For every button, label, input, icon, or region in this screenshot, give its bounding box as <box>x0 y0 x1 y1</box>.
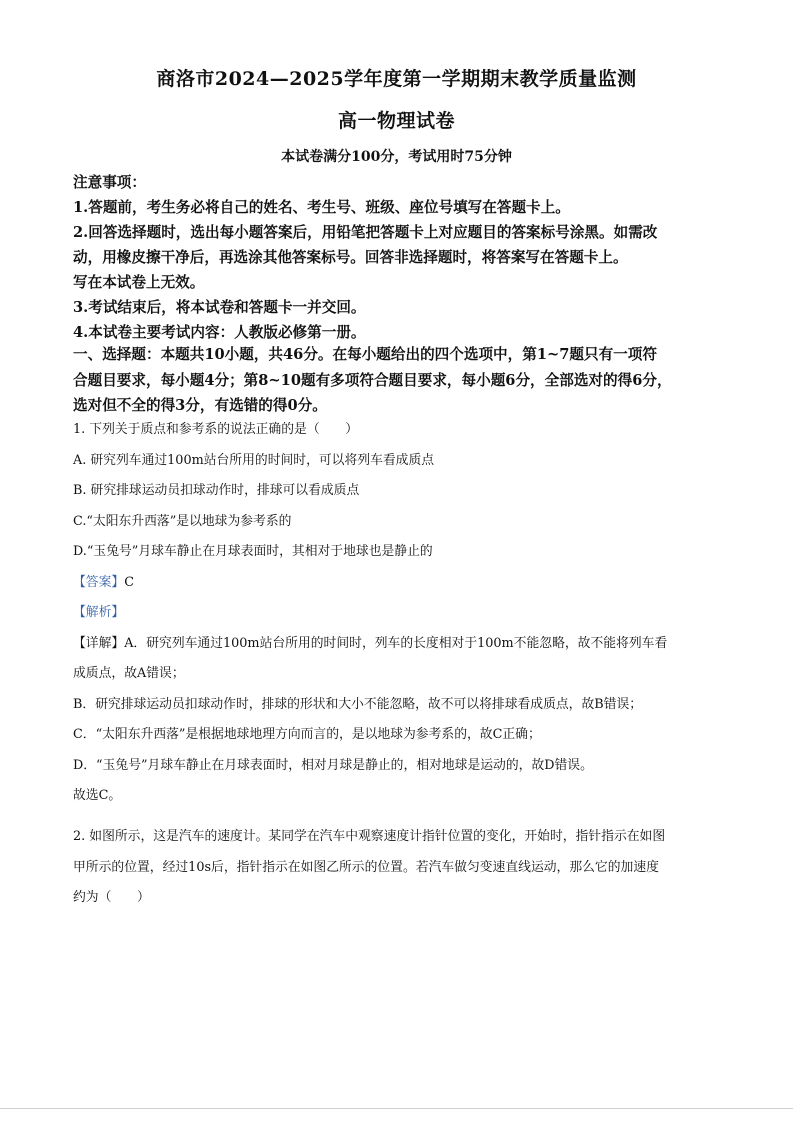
notice-item: 4.本试卷主要考试内容：人教版必修第一册。 <box>73 324 366 341</box>
question-1 <box>73 415 723 812</box>
notice-item: 3.考试结束后，将本试卷和答题卡一并交回。 <box>73 299 366 316</box>
question-stem: 2. 如图所示，这是汽车的速度计。某同学在汽车中观察速度计指针位置的变化，开始时，指针指示在如图 <box>73 829 666 844</box>
notice-heading: 注意事项： <box>73 174 146 191</box>
section-line: 选对但不全的得3分，有选错的得0分。 <box>73 397 327 414</box>
question-stem: 1. 下列关于质点和参考系的说法正确的是（ ） <box>73 422 359 437</box>
detail-tag: 【详解】 <box>73 635 125 651</box>
page-bottom-divider <box>0 1108 793 1109</box>
section-instructions <box>73 342 723 419</box>
notice-item: 写在本试卷上无效。 <box>73 274 205 291</box>
answer-tag: 【答案】 <box>73 574 125 590</box>
question-stem: 甲所示的位置，经过10s后，指针指示在如图乙所示的位置。若汽车做匀变速直线运动，那么它的加速度 <box>73 859 659 875</box>
section-line: 合题目要求，每小题4分；第8~10题有多项符合题目要求，每小题6分，全部选对的得6分， <box>73 371 672 389</box>
question-2 <box>73 822 723 914</box>
exam-info: 本试卷满分100分，考试用时75分钟 <box>281 149 512 165</box>
option-a: A. 研究列车通过100m站台所用的时间时，可以将列车看成质点 <box>73 452 435 468</box>
option-d: D.“玉兔号”月球车静止在月球表面时，其相对于地球也是静止的 <box>73 544 433 559</box>
option-c: C.“太阳东升西落”是以地球为参考系的 <box>73 513 292 529</box>
detail-text: B．研究排球运动员扣球动作时，排球的形状和大小不能忽略，故不可以将排球看成质点，故B错误； <box>73 696 643 712</box>
exam-subject: 高一物理试卷 <box>337 110 455 132</box>
option-b: B. 研究排球运动员扣球动作时，排球可以看成质点 <box>73 483 360 498</box>
question-stem: 约为（ ） <box>73 890 150 905</box>
detail-conclusion: 故选C。 <box>73 788 122 803</box>
notice-item: 1.答题前，考生务必将自己的姓名、考生号、班级、座位号填写在答题卡上。 <box>73 199 570 216</box>
detail-text: A．研究列车通过100m站台所用的时间时，列车的长度相对于100m不能忽略，故不能将列车看 <box>124 635 668 651</box>
section-line: 一、选择题：本题共10小题，共46分。在每小题给出的四个选项中，第1~7题只有一项符 <box>73 346 657 363</box>
answer-line <box>73 568 723 599</box>
analysis-tag: 【解析】 <box>73 605 125 620</box>
detail-text: 成质点，故A错误； <box>73 666 185 681</box>
detail-text: D．“玉兔号”月球车静止在月球表面时，相对月球是静止的，相对地球是运动的，故D错误。 <box>73 757 593 773</box>
detail-text: C．“太阳东升西落”是根据地球地理方向而言的，是以地球为参考系的，故C正确； <box>73 727 541 742</box>
exam-title: 商洛市2024—2025学年度第一学期期末教学质量监测 <box>156 68 637 90</box>
notice-item: 2.回答选择题时，选出每小题答案后，用铅笔把答题卡上对应题目的答案标号涂黑。如需改 <box>73 224 658 241</box>
notice-block <box>73 170 723 345</box>
notice-item: 动，用橡皮擦干净后，再选涂其他答案标号。回答非选择题时，将答案写在答题卡上。 <box>73 249 628 266</box>
detail-line <box>73 629 723 660</box>
answer-value: C <box>124 574 134 590</box>
